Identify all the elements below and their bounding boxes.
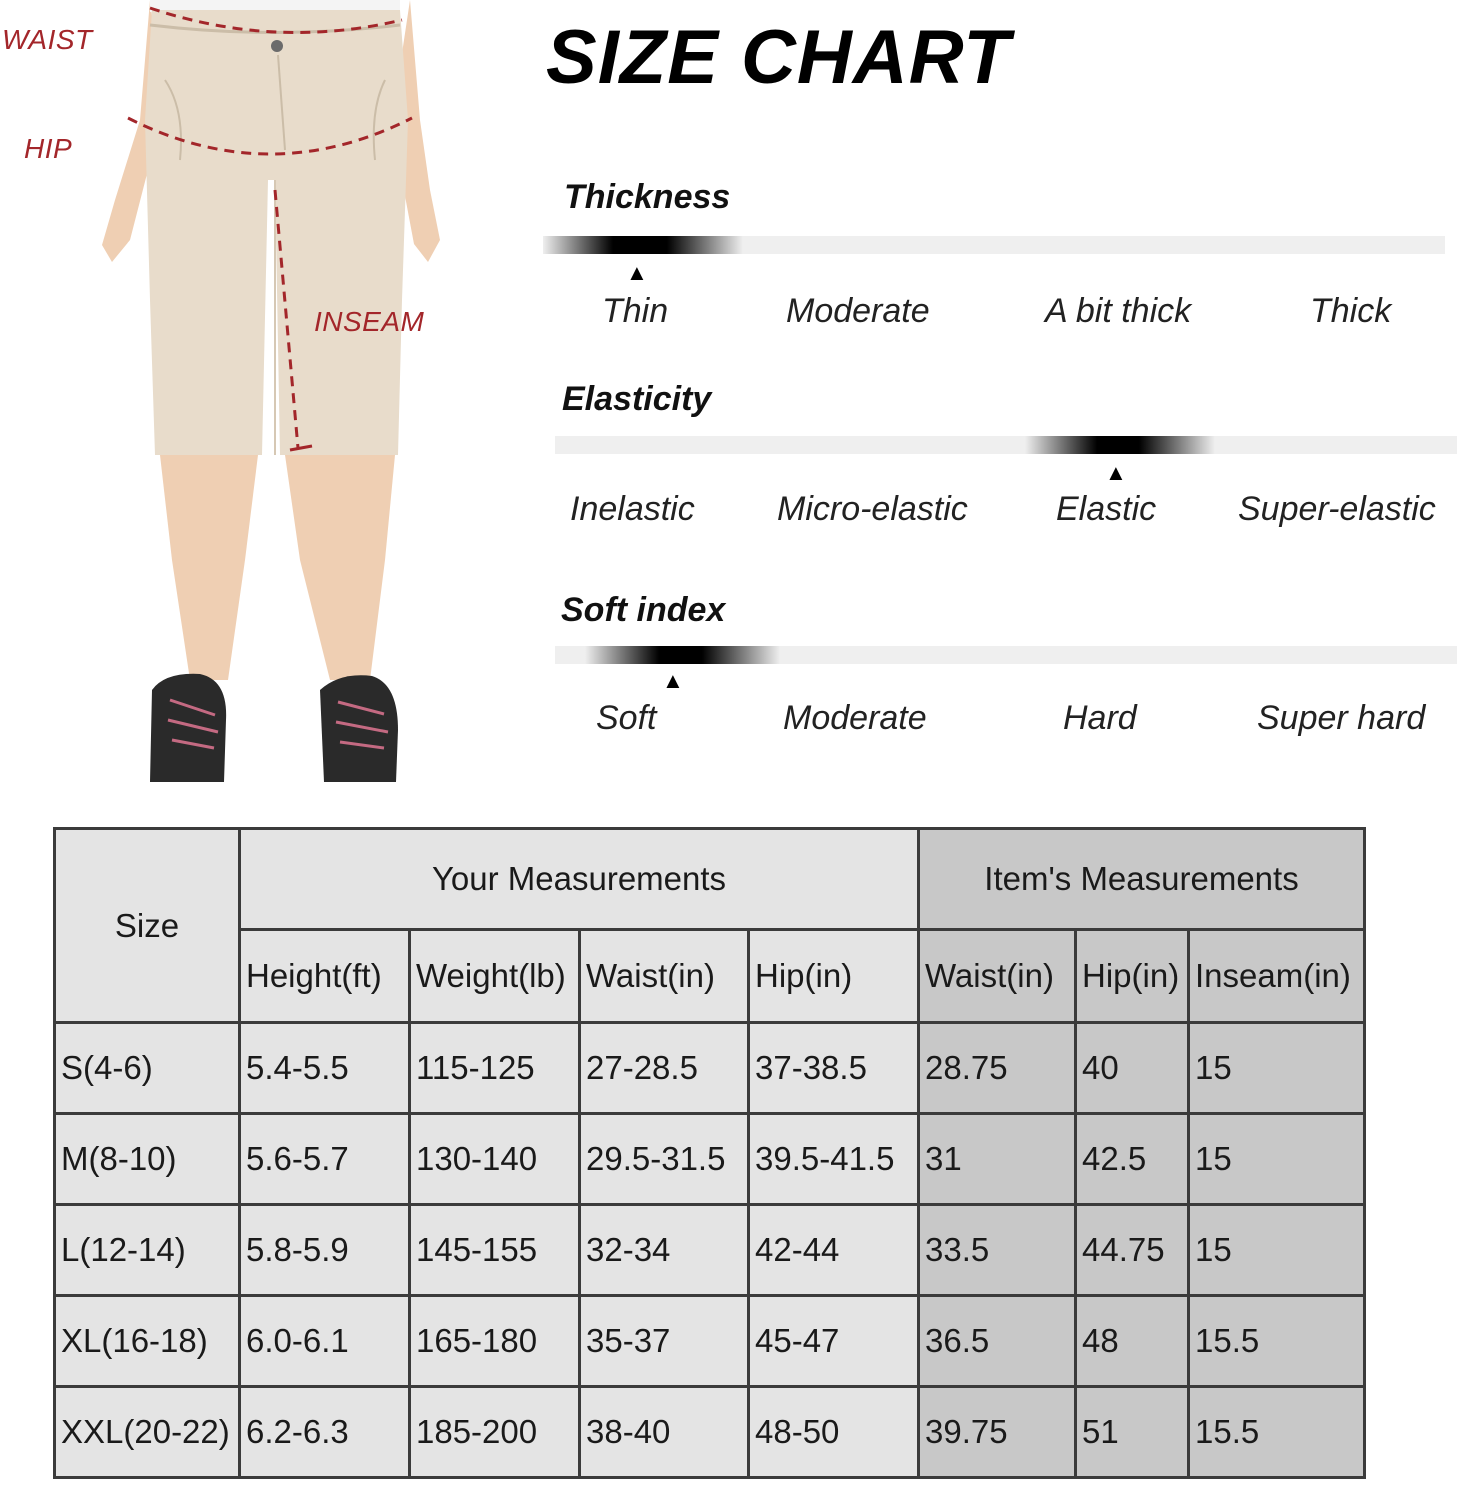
- item-waist-cell: 39.75: [919, 1387, 1076, 1478]
- item-waist-cell: 33.5: [919, 1205, 1076, 1296]
- weight-cell: 185-200: [410, 1387, 580, 1478]
- size-cell: S(4-6): [55, 1023, 240, 1114]
- thickness-option-thin: Thin: [602, 292, 669, 330]
- waist-cell: 32-34: [580, 1205, 749, 1296]
- waist-cell: 38-40: [580, 1387, 749, 1478]
- table-row: [55, 1296, 1365, 1387]
- item-hip-cell: 51: [1076, 1387, 1189, 1478]
- hip-cell: 37-38.5: [749, 1023, 919, 1114]
- thickness-arrow-icon: ▲: [626, 260, 648, 285]
- column-header-weight: Weight(lb): [410, 930, 580, 1023]
- item-hip-cell: 48: [1076, 1296, 1189, 1387]
- your-measurements-header: Your Measurements: [240, 829, 919, 930]
- waist-cell: 35-37: [580, 1296, 749, 1387]
- column-header-height: Height(ft): [240, 930, 410, 1023]
- table-row: [55, 1023, 1365, 1114]
- elasticity-marker: [1025, 436, 1215, 454]
- soft-index-heading: Soft index: [561, 591, 726, 629]
- table-row: [55, 1387, 1365, 1478]
- item-inseam-cell: 15: [1189, 1114, 1365, 1205]
- thickness-heading: Thickness: [564, 178, 731, 216]
- weight-cell: 115-125: [410, 1023, 580, 1114]
- size-cell: XXL(20-22): [55, 1387, 240, 1478]
- thickness-option-thick: Thick: [1310, 292, 1392, 330]
- height-cell: 5.4-5.5: [240, 1023, 410, 1114]
- elasticity-option-super-elastic: Super-elastic: [1238, 490, 1436, 528]
- thickness-bar: [543, 236, 1445, 254]
- hip-cell: 42-44: [749, 1205, 919, 1296]
- hip-label: HIP: [24, 133, 73, 164]
- inseam-label: INSEAM: [314, 306, 425, 337]
- weight-cell: 145-155: [410, 1205, 580, 1296]
- hip-cell: 39.5-41.5: [749, 1114, 919, 1205]
- thickness-option-a-bit-thick: A bit thick: [1045, 292, 1192, 330]
- height-cell: 5.8-5.9: [240, 1205, 410, 1296]
- item-inseam-cell: 15: [1189, 1205, 1365, 1296]
- item-hip-cell: 44.75: [1076, 1205, 1189, 1296]
- elasticity-option-elastic: Elastic: [1056, 490, 1157, 528]
- weight-cell: 165-180: [410, 1296, 580, 1387]
- item-hip-cell: 40: [1076, 1023, 1189, 1114]
- waist-cell: 27-28.5: [580, 1023, 749, 1114]
- soft-index-marker: [585, 646, 780, 664]
- elasticity-option-micro-elastic: Micro-elastic: [777, 490, 968, 528]
- elasticity-option-inelastic: Inelastic: [570, 490, 695, 528]
- item-waist-cell: 31: [919, 1114, 1076, 1205]
- item-inseam-cell: 15.5: [1189, 1296, 1365, 1387]
- waist-label: WAIST: [2, 24, 93, 55]
- column-header-item-inseam: Inseam(in): [1189, 930, 1365, 1023]
- table-row: [55, 1205, 1365, 1296]
- soft-index-option-hard: Hard: [1063, 699, 1137, 737]
- soft-index-bar: [555, 646, 1457, 664]
- height-cell: 5.6-5.7: [240, 1114, 410, 1205]
- column-header-hip: Hip(in): [749, 930, 919, 1023]
- page-title: SIZE CHART: [546, 15, 1011, 100]
- thickness-marker: [543, 236, 743, 254]
- item-inseam-cell: 15: [1189, 1023, 1365, 1114]
- waist-cell: 29.5-31.5: [580, 1114, 749, 1205]
- size-table: [53, 827, 1366, 1479]
- column-header-item-waist: Waist(in): [919, 930, 1076, 1023]
- weight-cell: 130-140: [410, 1114, 580, 1205]
- item-measurements-header: Item's Measurements: [919, 829, 1365, 930]
- soft-index-option-super-hard: Super hard: [1257, 699, 1426, 737]
- size-cell: M(8-10): [55, 1114, 240, 1205]
- thickness-option-moderate: Moderate: [786, 292, 930, 330]
- item-inseam-cell: 15.5: [1189, 1387, 1365, 1478]
- table-row: [55, 1114, 1365, 1205]
- column-header-item-hip: Hip(in): [1076, 930, 1189, 1023]
- elasticity-bar: [555, 436, 1457, 454]
- soft-index-option-soft: Soft: [596, 699, 657, 737]
- elasticity-heading: Elasticity: [562, 380, 712, 418]
- height-cell: 6.2-6.3: [240, 1387, 410, 1478]
- hip-cell: 48-50: [749, 1387, 919, 1478]
- column-header-waist: Waist(in): [580, 930, 749, 1023]
- soft-index-option-moderate: Moderate: [783, 699, 927, 737]
- item-waist-cell: 36.5: [919, 1296, 1076, 1387]
- model-figure: [0, 0, 520, 800]
- height-cell: 6.0-6.1: [240, 1296, 410, 1387]
- pants-illustration: [0, 0, 520, 800]
- elasticity-arrow-icon: ▲: [1105, 460, 1127, 485]
- hip-cell: 45-47: [749, 1296, 919, 1387]
- table-subheader-row: [55, 930, 1365, 1023]
- table-header-row: [55, 829, 1365, 930]
- item-waist-cell: 28.75: [919, 1023, 1076, 1114]
- size-cell: L(12-14): [55, 1205, 240, 1296]
- item-hip-cell: 42.5: [1076, 1114, 1189, 1205]
- soft-index-arrow-icon: ▲: [662, 668, 684, 693]
- size-cell: XL(16-18): [55, 1296, 240, 1387]
- size-header: Size: [55, 829, 240, 1023]
